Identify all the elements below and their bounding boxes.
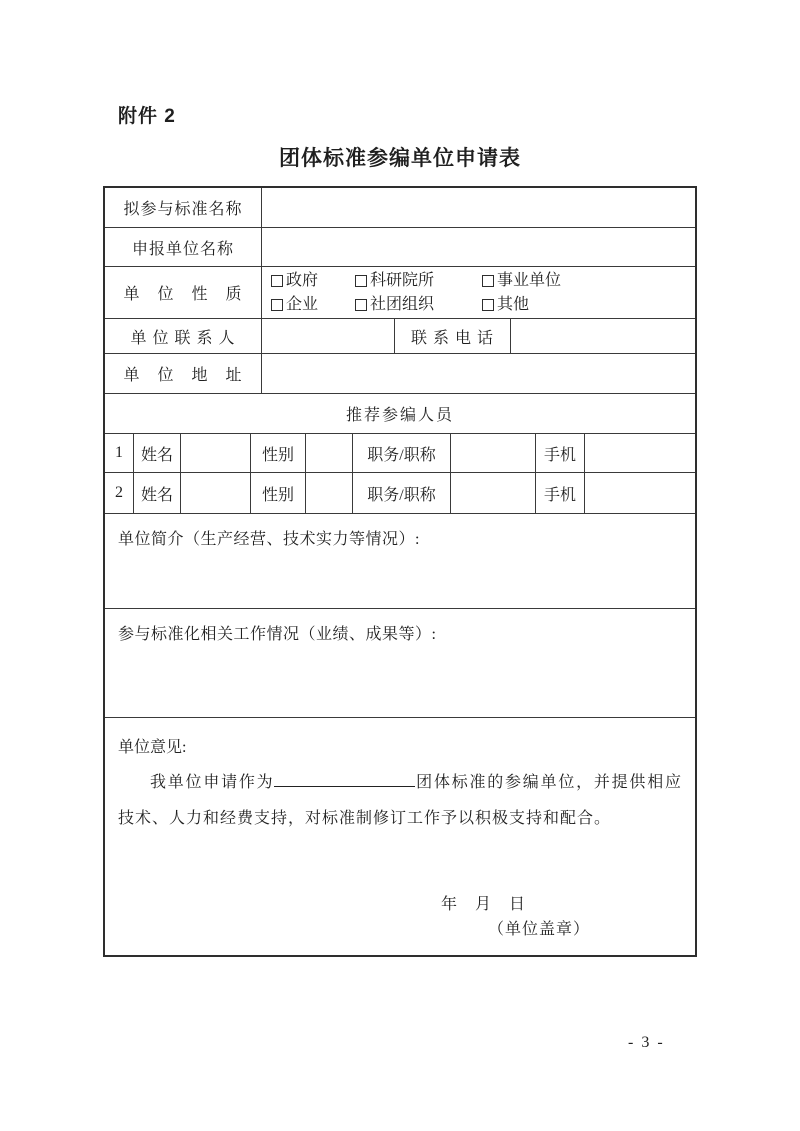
person-title-label: 职务/职称 [352,434,450,472]
row-unit-opinion [105,717,695,955]
page-title: 团体标准参编单位申请表 [279,147,521,170]
opinion-text-after: 团体标准的参编单位，并提供相应技术、人力和经费支持，对标准制修订工作予以积极支持和配合。 [118,774,682,827]
personnel-row-1 [105,433,695,472]
option-label: 其他 [497,295,530,313]
unit-opinion-text [118,765,682,837]
person-title-value-cell[interactable] [450,473,535,513]
page-number: - 3 - [628,1034,665,1051]
date-line: 年 月 日 [441,896,527,913]
person-name-value-cell[interactable] [180,473,250,513]
option-social-organization[interactable] [355,293,482,317]
row-standard-name [105,188,695,227]
checkbox-icon[interactable] [355,275,367,287]
unit-name-label: 申报单位名称 [131,240,234,258]
person-mobile-value-cell[interactable] [584,434,695,472]
standardization-work-label[interactable]: 参与标准化相关工作情况（业绩、成果等）: [118,626,437,643]
row-unit-type [105,266,695,318]
option-public-institution[interactable] [482,269,561,293]
stamp-line: （单位盖章） [488,921,591,938]
checkbox-icon[interactable] [482,275,494,287]
person-gender-value-cell[interactable] [305,434,352,472]
person-mobile-label: 手机 [535,473,584,513]
option-label: 社团组织 [370,295,435,313]
personnel-section-title: 推荐参编人员 [345,407,454,424]
person-gender-label: 性别 [250,473,305,513]
unit-type-options-line2 [271,293,695,317]
unit-opinion-cell [105,718,695,955]
person-name-label: 姓名 [133,473,180,513]
unit-type-options-line1 [271,269,695,293]
checkbox-icon[interactable] [482,299,494,311]
option-label: 政府 [286,271,319,289]
checkbox-icon[interactable] [355,299,367,311]
person-index: 1 [115,444,123,461]
checkbox-icon[interactable] [271,299,283,311]
person-name-value-cell[interactable] [180,434,250,472]
person-mobile-value-cell[interactable] [584,473,695,513]
option-research-institute[interactable] [355,269,482,293]
standard-name-value-cell[interactable] [261,188,695,227]
unit-name-value-cell[interactable] [261,228,695,266]
contact-label: 单 位 联 系 人 [130,329,236,347]
address-value-cell[interactable] [261,354,695,393]
unit-type-label: 单 位 性 质 [123,286,243,303]
row-personnel-header [105,393,695,433]
person-gender-value-cell[interactable] [305,473,352,513]
option-label: 事业单位 [497,271,562,289]
unit-type-options-cell [261,267,695,318]
option-other[interactable] [482,293,529,317]
opinion-text-before: 我单位申请作为 [150,774,275,791]
checkbox-icon[interactable] [271,275,283,287]
person-title-label: 职务/职称 [352,473,450,513]
unit-profile-label[interactable]: 单位简介（生产经营、技术实力等情况）: [118,531,420,548]
row-address [105,353,695,393]
standard-name-label: 拟参与标准名称 [123,201,243,218]
option-label: 企业 [286,295,319,313]
person-mobile-label: 手机 [535,434,584,472]
fill-in-blank-line[interactable] [274,773,415,787]
phone-label: 联 系 电 话 [394,319,510,353]
unit-opinion-label: 单位意见: [118,739,187,756]
row-contact [105,318,695,353]
person-title-value-cell[interactable] [450,434,535,472]
person-gender-label: 性别 [250,434,305,472]
phone-value-cell[interactable] [510,319,695,353]
row-unit-name [105,227,695,266]
address-label: 单 位 地 址 [123,367,243,384]
option-government[interactable] [271,269,355,293]
option-enterprise[interactable] [271,293,355,317]
personnel-row-2 [105,472,695,513]
contact-value-cell[interactable] [261,319,394,353]
person-name-label: 姓名 [133,434,180,472]
application-form-table [103,186,697,957]
person-index: 2 [115,484,123,501]
option-label: 科研院所 [370,271,435,289]
row-standardization-work [105,608,695,717]
attachment-label: 附件 2 [118,106,176,127]
row-unit-profile [105,513,695,608]
